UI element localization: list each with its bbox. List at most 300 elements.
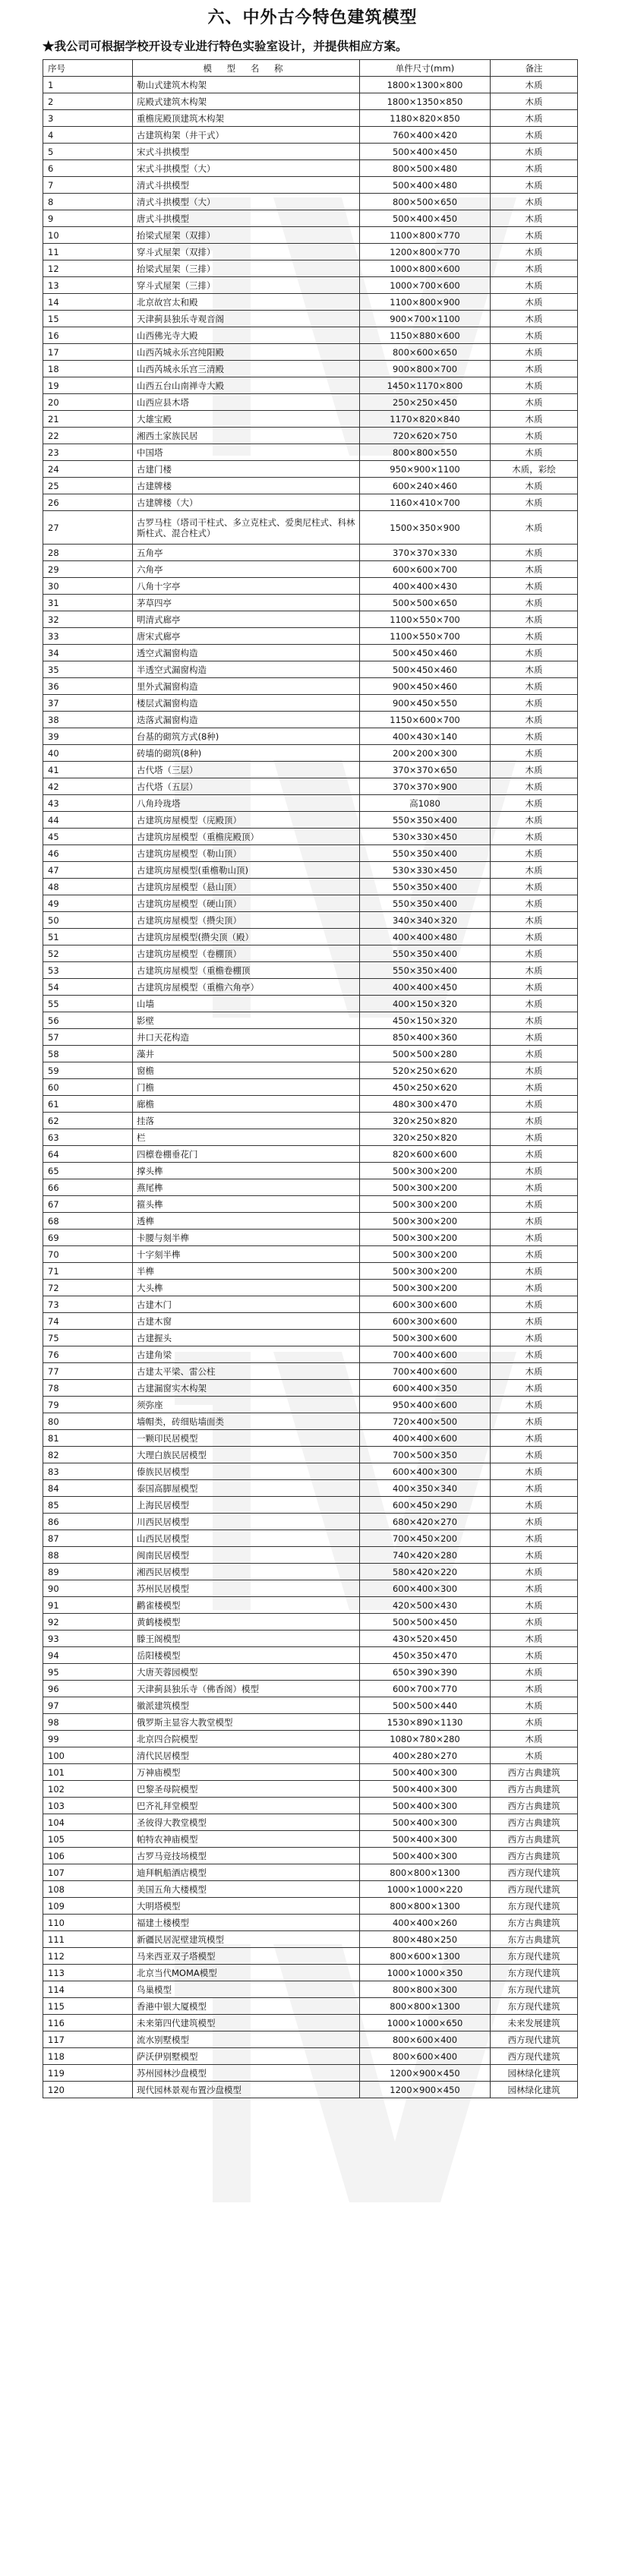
cell-no: 117 [43,2031,133,2048]
cell-name: 古建筑房屋模型（勒山顶） [133,845,360,862]
cell-size: 1200×900×450 [360,2082,491,2098]
cell-name: 清式斗拱模型（大） [133,194,360,210]
cell-size: 400×350×340 [360,1480,491,1497]
cell-size: 550×350×400 [360,945,491,962]
cell-size: 500×450×460 [360,645,491,661]
cell-no: 3 [43,110,133,127]
cell-size: 720×400×500 [360,1413,491,1430]
cell-note: 木质 [491,1096,578,1113]
cell-size: 400×430×140 [360,728,491,745]
cell-note: 木质 [491,1497,578,1514]
cell-note: 西方古典建筑 [491,1831,578,1848]
cell-no: 41 [43,762,133,778]
cell-note: 木质 [491,361,578,377]
cell-note: 木质 [491,1113,578,1129]
cell-name: 流水别墅模型 [133,2031,360,2048]
custom-design-note: ★我公司可根据学校开设专业进行特色实验室设计，并提供相应方案。 [43,39,408,53]
table-row [43,1564,578,1580]
cell-no: 53 [43,962,133,979]
cell-note: 木质 [491,411,578,428]
cell-note: 园林绿化建筑 [491,2065,578,2082]
cell-no: 21 [43,411,133,428]
cell-no: 78 [43,1380,133,1397]
cell-size: 320×250×820 [360,1129,491,1146]
cell-no: 92 [43,1614,133,1631]
table-row [43,177,578,194]
cell-name: 十字刻半榫 [133,1246,360,1263]
cell-no: 9 [43,210,133,227]
cell-size: 320×250×820 [360,1113,491,1129]
table-row [43,1931,578,1948]
table-row [43,1447,578,1463]
cell-note: 木质 [491,1313,578,1330]
header-size: 单件尺寸(mm) [360,60,491,77]
cell-name: 俄罗斯主显容大教堂模型 [133,1714,360,1731]
cell-no: 42 [43,778,133,795]
table-row [43,110,578,127]
cell-name: 大唐芙蓉园模型 [133,1664,360,1681]
cell-note: 木质 [491,160,578,177]
cell-note: 木质 [491,645,578,661]
cell-note: 木质 [491,177,578,194]
table-row [43,1697,578,1714]
cell-size: 900×800×700 [360,361,491,377]
table-row [43,1413,578,1430]
cell-size: 950×900×1100 [360,461,491,478]
cell-no: 89 [43,1564,133,1580]
cell-note: 木质 [491,1397,578,1413]
table-header-row [43,60,578,77]
cell-no: 46 [43,845,133,862]
cell-note: 木质 [491,1714,578,1731]
table-row [43,1547,578,1564]
table-row [43,210,578,227]
header-name: 模 型 名 称 [133,60,360,77]
cell-note: 木质 [491,77,578,93]
cell-no: 120 [43,2082,133,2098]
cell-note: 木质 [491,1413,578,1430]
cell-note: 木质 [491,1363,578,1380]
cell-note: 木质 [491,294,578,311]
cell-note: 木质 [491,578,578,595]
table-row [43,1831,578,1848]
cell-note: 木质 [491,1697,578,1714]
cell-size: 720×620×750 [360,428,491,444]
cell-name: 古建筑房屋模型（悬山顶） [133,879,360,895]
cell-no: 55 [43,996,133,1012]
table-row [43,1714,578,1731]
table-row [43,1246,578,1263]
cell-size: 800×800×1300 [360,1864,491,1881]
table-row [43,244,578,260]
table-row [43,1631,578,1647]
cell-name: 鹳雀楼模型 [133,1597,360,1614]
cell-no: 115 [43,1998,133,2015]
table-row [43,1263,578,1280]
cell-size: 700×400×600 [360,1363,491,1380]
cell-note: 木质 [491,845,578,862]
cell-no: 65 [43,1163,133,1179]
cell-note: 东方现代建筑 [491,1948,578,1965]
cell-size: 500×300×200 [360,1213,491,1230]
cell-size: 1100×550×700 [360,611,491,628]
cell-note: 木质 [491,595,578,611]
cell-size: 1150×880×600 [360,327,491,344]
table-row [43,2048,578,2065]
table-row [43,1113,578,1129]
cell-size: 430×520×450 [360,1631,491,1647]
table-row [43,912,578,929]
cell-size: 400×400×260 [360,1915,491,1931]
cell-name: 迪拜帆船酒店模型 [133,1864,360,1881]
cell-no: 105 [43,1831,133,1848]
cell-size: 1500×350×900 [360,511,491,545]
cell-no: 101 [43,1764,133,1781]
cell-name: 古建筑房屋模型（攒尖顶） [133,912,360,929]
table-row [43,277,578,294]
cell-note: 木质 [491,1647,578,1664]
table-row [43,227,578,244]
table-row [43,1814,578,1831]
cell-no: 99 [43,1731,133,1747]
table-row [43,695,578,712]
cell-note: 木质 [491,311,578,327]
cell-name: 古建牌楼（大） [133,494,360,511]
cell-no: 62 [43,1113,133,1129]
cell-name: 古建筑房屋模型(重檐勒山顶) [133,862,360,879]
cell-no: 87 [43,1530,133,1547]
cell-note: 木质 [491,1330,578,1346]
cell-note: 木质 [491,1062,578,1079]
cell-name: 天津蓟县独乐寺观音阁 [133,311,360,327]
cell-size: 500×400×300 [360,1764,491,1781]
cell-size: 800×800×300 [360,1981,491,1998]
table-row [43,1764,578,1781]
table-row [43,1129,578,1146]
table-row [43,645,578,661]
cell-note: 木质 [491,1547,578,1564]
cell-name: 六角亭 [133,561,360,578]
table-row [43,879,578,895]
cell-note: 木质 [491,1731,578,1747]
cell-size: 450×150×320 [360,1012,491,1029]
cell-name: 清式斗拱模型 [133,177,360,194]
cell-name: 古建木门 [133,1296,360,1313]
cell-note: 园林绿化建筑 [491,2082,578,2098]
table-row [43,762,578,778]
cell-name: 山西芮城永乐宫三清殿 [133,361,360,377]
cell-note: 木质 [491,1179,578,1196]
cell-size: 550×350×400 [360,845,491,862]
table-row [43,1296,578,1313]
cell-name: 砖墙的砌筑(8种) [133,745,360,762]
cell-no: 59 [43,1062,133,1079]
cell-no: 25 [43,478,133,494]
cell-no: 79 [43,1397,133,1413]
cell-name: 楼层式漏窗构造 [133,695,360,712]
cell-name: 苏州园林沙盘模型 [133,2065,360,2082]
cell-size: 760×400×420 [360,127,491,144]
cell-name: 勒山式建筑木构架 [133,77,360,93]
cell-name: 透空式漏窗构造 [133,645,360,661]
table-row [43,1798,578,1814]
cell-size: 450×250×620 [360,1079,491,1096]
cell-size: 680×420×270 [360,1514,491,1530]
cell-note: 木质 [491,344,578,361]
table-row [43,1597,578,1614]
cell-size: 500×300×200 [360,1163,491,1179]
cell-name: 现代园林景观布置沙盘模型 [133,2082,360,2098]
cell-note: 西方古典建筑 [491,1764,578,1781]
cell-note: 木质 [491,210,578,227]
cell-no: 26 [43,494,133,511]
table-row [43,895,578,912]
cell-no: 64 [43,1146,133,1163]
cell-name: 山西佛光寺大殿 [133,327,360,344]
cell-name: 廊檐 [133,1096,360,1113]
table-row [43,862,578,879]
cell-name: 帕特农神庙模型 [133,1831,360,1848]
cell-note: 木质 [491,561,578,578]
cell-no: 49 [43,895,133,912]
cell-size: 高1080 [360,795,491,812]
table-row [43,1079,578,1096]
cell-size: 550×350×400 [360,879,491,895]
table-row [43,1480,578,1497]
cell-size: 1160×410×700 [360,494,491,511]
table-row [43,194,578,210]
table-row [43,2031,578,2048]
cell-no: 33 [43,628,133,645]
table-body [43,77,578,2098]
cell-no: 60 [43,1079,133,1096]
cell-note: 木质 [491,1046,578,1062]
cell-no: 84 [43,1480,133,1497]
cell-size: 500×300×200 [360,1263,491,1280]
cell-no: 17 [43,344,133,361]
cell-size: 500×500×650 [360,595,491,611]
cell-name: 古建筑房屋模型（重檐六角亭） [133,979,360,996]
cell-size: 1180×820×850 [360,110,491,127]
cell-no: 31 [43,595,133,611]
cell-size: 500×400×300 [360,1814,491,1831]
cell-note: 木质 [491,979,578,996]
cell-no: 12 [43,260,133,277]
cell-name: 古建筑房屋模型（重檐庑殿顶） [133,829,360,845]
header-note: 备注 [491,60,578,77]
cell-no: 37 [43,695,133,712]
cell-size: 340×340×320 [360,912,491,929]
cell-no: 43 [43,795,133,812]
table-row [43,812,578,829]
cell-name: 庑殿式建筑木构架 [133,93,360,110]
table-row [43,1731,578,1747]
cell-note: 木质 [491,1346,578,1363]
table-row [43,595,578,611]
cell-no: 108 [43,1881,133,1898]
cell-size: 400×150×320 [360,996,491,1012]
cell-note: 木质 [491,1029,578,1046]
cell-size: 1100×550×700 [360,628,491,645]
cell-name: 台基的砌筑方式(8种) [133,728,360,745]
cell-note: 木质 [491,1163,578,1179]
cell-note: 未来发展建筑 [491,2015,578,2031]
cell-size: 1000×1000×220 [360,1881,491,1898]
cell-note: 木质 [491,244,578,260]
cell-note: 木质 [491,1580,578,1597]
table-row [43,127,578,144]
cell-note: 木质 [491,260,578,277]
cell-note: 木质 [491,1664,578,1681]
cell-note: 木质 [491,945,578,962]
cell-no: 95 [43,1664,133,1681]
cell-size: 480×300×470 [360,1096,491,1113]
table-row [43,1179,578,1196]
table-row [43,745,578,762]
cell-no: 4 [43,127,133,144]
cell-size: 1450×1170×800 [360,377,491,394]
cell-size: 500×400×450 [360,144,491,160]
table-row [43,1430,578,1447]
cell-no: 57 [43,1029,133,1046]
cell-note: 木质 [491,895,578,912]
cell-note: 木质 [491,829,578,845]
table-row [43,344,578,361]
cell-name: 半透空式漏窗构造 [133,661,360,678]
cell-size: 600×400×300 [360,1463,491,1480]
cell-note: 木质 [491,728,578,745]
cell-name: 抬梁式屋架（三排） [133,260,360,277]
cell-name: 半榫 [133,1263,360,1280]
cell-no: 51 [43,929,133,945]
cell-size: 800×600×1300 [360,1948,491,1965]
cell-name: 挂落 [133,1113,360,1129]
cell-note: 木质 [491,444,578,461]
cell-note: 木质 [491,1079,578,1096]
cell-note: 木质 [491,996,578,1012]
table-row [43,1146,578,1163]
cell-note: 木质 [491,812,578,829]
cell-name: 大头榫 [133,1280,360,1296]
cell-name: 古建筑房屋模型（重檐卷棚顶 [133,962,360,979]
cell-name: 门檐 [133,1079,360,1096]
cell-name: 古罗马竞技场模型 [133,1848,360,1864]
cell-name: 鸟巢模型 [133,1981,360,1998]
cell-no: 7 [43,177,133,194]
cell-size: 800×500×650 [360,194,491,210]
page-title: 六、中外古今特色建筑模型 [207,8,418,27]
cell-no: 50 [43,912,133,929]
cell-no: 40 [43,745,133,762]
table-row [43,394,578,411]
cell-name: 北京四合院模型 [133,1731,360,1747]
cell-no: 2 [43,93,133,110]
cell-name: 卡腰与刻半榫 [133,1230,360,1246]
cell-no: 24 [43,461,133,478]
cell-note: 木质 [491,1012,578,1029]
cell-size: 950×400×600 [360,1397,491,1413]
cell-no: 81 [43,1430,133,1447]
cell-no: 45 [43,829,133,845]
cell-size: 400×400×600 [360,1430,491,1447]
cell-size: 800×800×1300 [360,1898,491,1915]
cell-size: 600×450×290 [360,1497,491,1514]
table-row [43,1664,578,1681]
cell-no: 16 [43,327,133,344]
cell-no: 28 [43,545,133,561]
table-row [43,294,578,311]
cell-size: 600×300×600 [360,1296,491,1313]
cell-no: 18 [43,361,133,377]
cell-note: 木质 [491,745,578,762]
cell-size: 800×480×250 [360,1931,491,1948]
cell-note: 木质 [491,1463,578,1480]
cell-name: 马来西亚双子塔模型 [133,1948,360,1965]
cell-name: 古建牌楼 [133,478,360,494]
cell-size: 800×600×650 [360,344,491,361]
cell-size: 800×800×1300 [360,1998,491,2015]
cell-name: 八角十字亭 [133,578,360,595]
cell-name: 萨沃伊别墅模型 [133,2048,360,2065]
table-row [43,327,578,344]
cell-note: 木质 [491,678,578,695]
cell-name: 泰国高脚屋模型 [133,1480,360,1497]
cell-no: 70 [43,1246,133,1263]
table-row [43,1163,578,1179]
table-row [43,444,578,461]
table-row [43,1196,578,1213]
cell-name: 古建筑房屋模型(攒尖顶（殿） [133,929,360,945]
cell-size: 500×400×480 [360,177,491,194]
cell-note: 木质 [491,1480,578,1497]
table-row [43,1346,578,1363]
table-row [43,1330,578,1346]
table-row [43,1280,578,1296]
cell-name: 唐宋式廊亭 [133,628,360,645]
cell-note: 木质 [491,194,578,210]
table-row [43,578,578,595]
cell-size: 580×420×220 [360,1564,491,1580]
cell-name: 古罗马柱（塔司干柱式、多立克柱式、爱奥尼柱式、科林斯柱式、混合柱式） [133,511,360,545]
cell-size: 250×250×450 [360,394,491,411]
cell-note: 木质 [491,1246,578,1263]
cell-no: 80 [43,1413,133,1430]
cell-name: 北京当代MOMA模型 [133,1965,360,1981]
cell-name: 新疆民居泥壁建筑模型 [133,1931,360,1948]
cell-no: 71 [43,1263,133,1280]
cell-size: 370×370×330 [360,545,491,561]
cell-size: 370×370×900 [360,778,491,795]
cell-no: 88 [43,1547,133,1564]
table-row [43,1998,578,2015]
table-row [43,1397,578,1413]
cell-no: 22 [43,428,133,444]
cell-size: 1080×780×280 [360,1731,491,1747]
cell-no: 90 [43,1580,133,1597]
cell-note: 木质 [491,1230,578,1246]
cell-name: 八角玲珑塔 [133,795,360,812]
cell-note: 木质 [491,762,578,778]
cell-size: 1000×1000×650 [360,2015,491,2031]
cell-name: 香港中银大厦模型 [133,1998,360,2015]
cell-size: 800×800×550 [360,444,491,461]
cell-size: 520×250×620 [360,1062,491,1079]
cell-name: 茅草四亭 [133,595,360,611]
cell-no: 85 [43,1497,133,1514]
cell-name: 重檐庑殿顶建筑木构架 [133,110,360,127]
table-row [43,1614,578,1631]
cell-note: 木质 [491,110,578,127]
